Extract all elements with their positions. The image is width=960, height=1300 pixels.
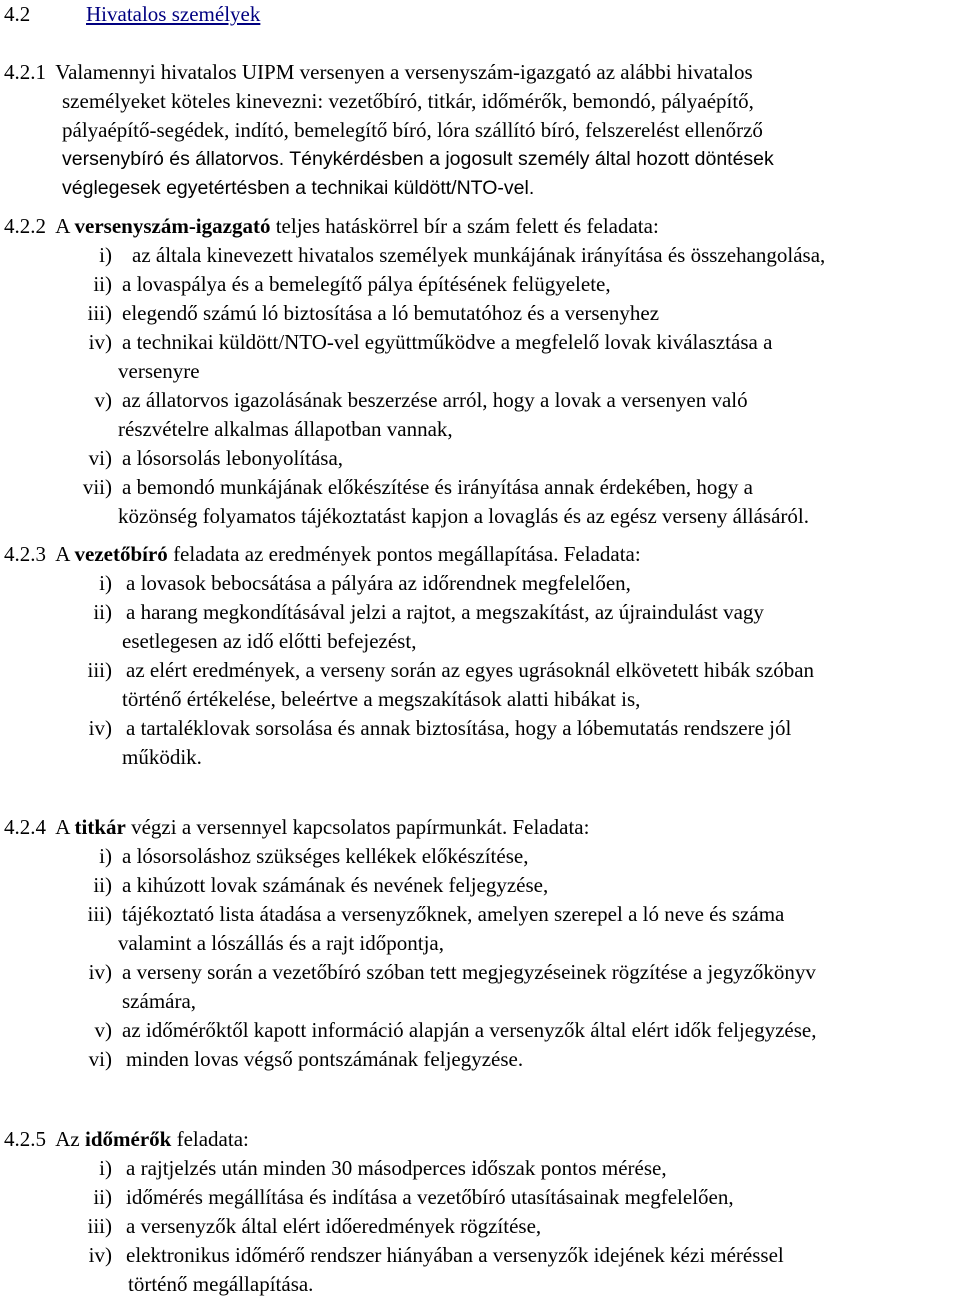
intro-prefix: A bbox=[55, 815, 70, 839]
list-item-number: iii) bbox=[87, 301, 112, 325]
paragraph-intro bbox=[4, 540, 641, 569]
role-name: titkár bbox=[74, 815, 126, 839]
list-item-number: v) bbox=[94, 388, 112, 412]
list-item-text: minden lovas végső pontszámának feljegyzése. bbox=[126, 1047, 524, 1071]
role-name: vezetőbíró bbox=[74, 542, 168, 566]
list-item-text-cont: versenyre bbox=[118, 359, 200, 383]
role-name: versenyszám-igazgató bbox=[74, 214, 271, 238]
list-item-text-cont: történő értékelése, beleértve a megszakítások alatti hibákat is, bbox=[122, 687, 641, 711]
list-item-number: iii) bbox=[87, 902, 112, 926]
intro-text: feladata: bbox=[176, 1127, 249, 1151]
list-item-text: a lósorsolás lebonyolítása, bbox=[122, 446, 344, 470]
list-item-text: a versenyzők által elért időeredmények rögzítése, bbox=[126, 1214, 542, 1238]
list-item-text: időmérés megállítása és indítása a vezetőbíró utasításainak megfelelően, bbox=[126, 1185, 734, 1209]
intro-text: teljes hatáskörrel bír a szám felett és feladata: bbox=[275, 214, 659, 238]
list-item-number: iv) bbox=[88, 330, 112, 354]
paragraph-number: 4.2.2 bbox=[4, 214, 46, 238]
intro-prefix: A bbox=[55, 214, 70, 238]
paragraph-intro bbox=[4, 1125, 249, 1154]
list-item-text-cont: valamint a lószállás és a rajt időpontja, bbox=[118, 931, 444, 955]
list-item-number: v) bbox=[94, 1018, 112, 1042]
paragraph-line: véglegesek egyetértésben a technikai küldött/NTO-vel. bbox=[62, 177, 535, 199]
list-item-number: iii) bbox=[87, 658, 112, 682]
list-item-number: iv) bbox=[88, 960, 112, 984]
paragraph-number: 4.2.4 bbox=[4, 815, 46, 839]
list-item-text: a tartaléklovak sorsolása és annak biztosítása, hogy a lóbemutatás rendszere jól bbox=[126, 716, 792, 740]
list-item-number: ii) bbox=[93, 272, 112, 296]
list-item-text: az időmérőktől kapott információ alapján a versenyzők által elért idők feljegyzése, bbox=[122, 1018, 817, 1042]
list-item-text: a lósorsoláshoz szükséges kellékek előkészítése, bbox=[122, 844, 529, 868]
list-item-text-cont: közönség folyamatos tájékoztatást kapjon a lovaglás és az egész verseny állásáról. bbox=[118, 504, 809, 528]
list-item-number: iv) bbox=[88, 716, 112, 740]
list-item-text: elektronikus időmérő rendszer hiányában a versenyzők idejének kézi méréssel bbox=[126, 1243, 784, 1267]
list-item-text: az elért eredmények, a verseny során az egyes ugrásoknál elkövetett hibák szóban bbox=[126, 658, 815, 682]
paragraph-intro bbox=[4, 212, 659, 241]
list-item-text: a lovasok bebocsátása a pályára az időrendnek megfelelően, bbox=[126, 571, 631, 595]
list-item-text: az állatorvos igazolásának beszerzése arról, hogy a lovak a versenyen való bbox=[122, 388, 748, 412]
list-item-text: a kihúzott lovak számának és nevének feljegyzése, bbox=[122, 873, 549, 897]
list-item-text: a lovaspálya és a bemelegítő pálya építésének felügyelete, bbox=[122, 272, 611, 296]
paragraph-line: személyeket köteles kinevezni: vezetőbíró, titkár, időmérők, bemondó, pályaépítő, bbox=[62, 89, 754, 113]
paragraph-number: 4.2.5 bbox=[4, 1127, 46, 1151]
intro-text: feladata az eredmények pontos megállapítása. Feladata: bbox=[173, 542, 641, 566]
list-item-number: ii) bbox=[93, 873, 112, 897]
list-item-text: tájékoztató lista átadása a versenyzőknek, amelyen szerepel a ló neve és száma bbox=[122, 902, 785, 926]
list-item-text-cont: számára, bbox=[122, 989, 197, 1013]
list-item-text: elegendő számú ló biztosítása a ló bemutatóhoz és a versenyhez bbox=[122, 301, 660, 325]
list-item-text-cont: részvételre alkalmas állapotban vannak, bbox=[118, 417, 453, 441]
list-item-number: vi) bbox=[88, 446, 112, 470]
paragraph-intro bbox=[4, 813, 589, 842]
list-item-text: az általa kinevezett hivatalos személyek munkájának irányítása és összehangolása, bbox=[132, 243, 826, 267]
paragraph-number: 4.2.1 bbox=[4, 60, 46, 84]
list-item-number: vii) bbox=[82, 475, 112, 499]
paragraph-text: Valamennyi hivatalos UIPM versenyen a versenyszám-igazgató az alábbi hivatalos bbox=[55, 60, 753, 84]
list-item-text-cont: történő megállapítása. bbox=[128, 1272, 314, 1296]
list-item-number: ii) bbox=[93, 1185, 112, 1209]
list-item-text: a bemondó munkájának előkészítése és irányítása annak érdekében, hogy a bbox=[122, 475, 753, 499]
list-item-number: i) bbox=[99, 243, 112, 267]
paragraph-number: 4.2.3 bbox=[4, 542, 46, 566]
paragraph-line: pályaépítő-segédek, indító, bemelegítő bíró, lóra szállító bíró, felszerelést ellenőrző bbox=[62, 118, 763, 142]
list-item-text: a verseny során a vezetőbíró szóban tett megjegyzéseinek rögzítése a jegyzőkönyv bbox=[122, 960, 816, 984]
paragraph-line bbox=[4, 58, 753, 87]
list-item-number: iv) bbox=[88, 1243, 112, 1267]
list-item-number: i) bbox=[99, 1156, 112, 1180]
list-item-text-cont: esetlegesen az idő előtti befejezést, bbox=[122, 629, 417, 653]
list-item-number: iii) bbox=[87, 1214, 112, 1238]
intro-text: végzi a versennyel kapcsolatos papírmunkát. Feladata: bbox=[131, 815, 590, 839]
intro-prefix: Az bbox=[55, 1127, 80, 1151]
list-item-number: ii) bbox=[93, 600, 112, 624]
section-number: 4.2 bbox=[4, 2, 31, 26]
intro-prefix: A bbox=[55, 542, 70, 566]
section-title: Hivatalos személyek bbox=[86, 2, 261, 26]
paragraph-line: versenybíró és állatorvos. Ténykérdésben a jogosult személy által hozott döntések bbox=[62, 148, 774, 170]
list-item-text: a harang megkondításával jelzi a rajtot, a megszakítást, az újraindulást vagy bbox=[126, 600, 764, 624]
list-item-text: a technikai küldött/NTO-vel együttműködve a megfelelő lovak kiválasztása a bbox=[122, 330, 773, 354]
list-item-number: i) bbox=[99, 844, 112, 868]
list-item-text: a rajtjelzés után minden 30 másodperces időszak pontos mérése, bbox=[126, 1156, 667, 1180]
role-name: időmérők bbox=[85, 1127, 172, 1151]
list-item-number: vi) bbox=[88, 1047, 112, 1071]
list-item-text-cont: működik. bbox=[122, 745, 202, 769]
section-heading bbox=[0, 0, 960, 29]
list-item-number: i) bbox=[99, 571, 112, 595]
